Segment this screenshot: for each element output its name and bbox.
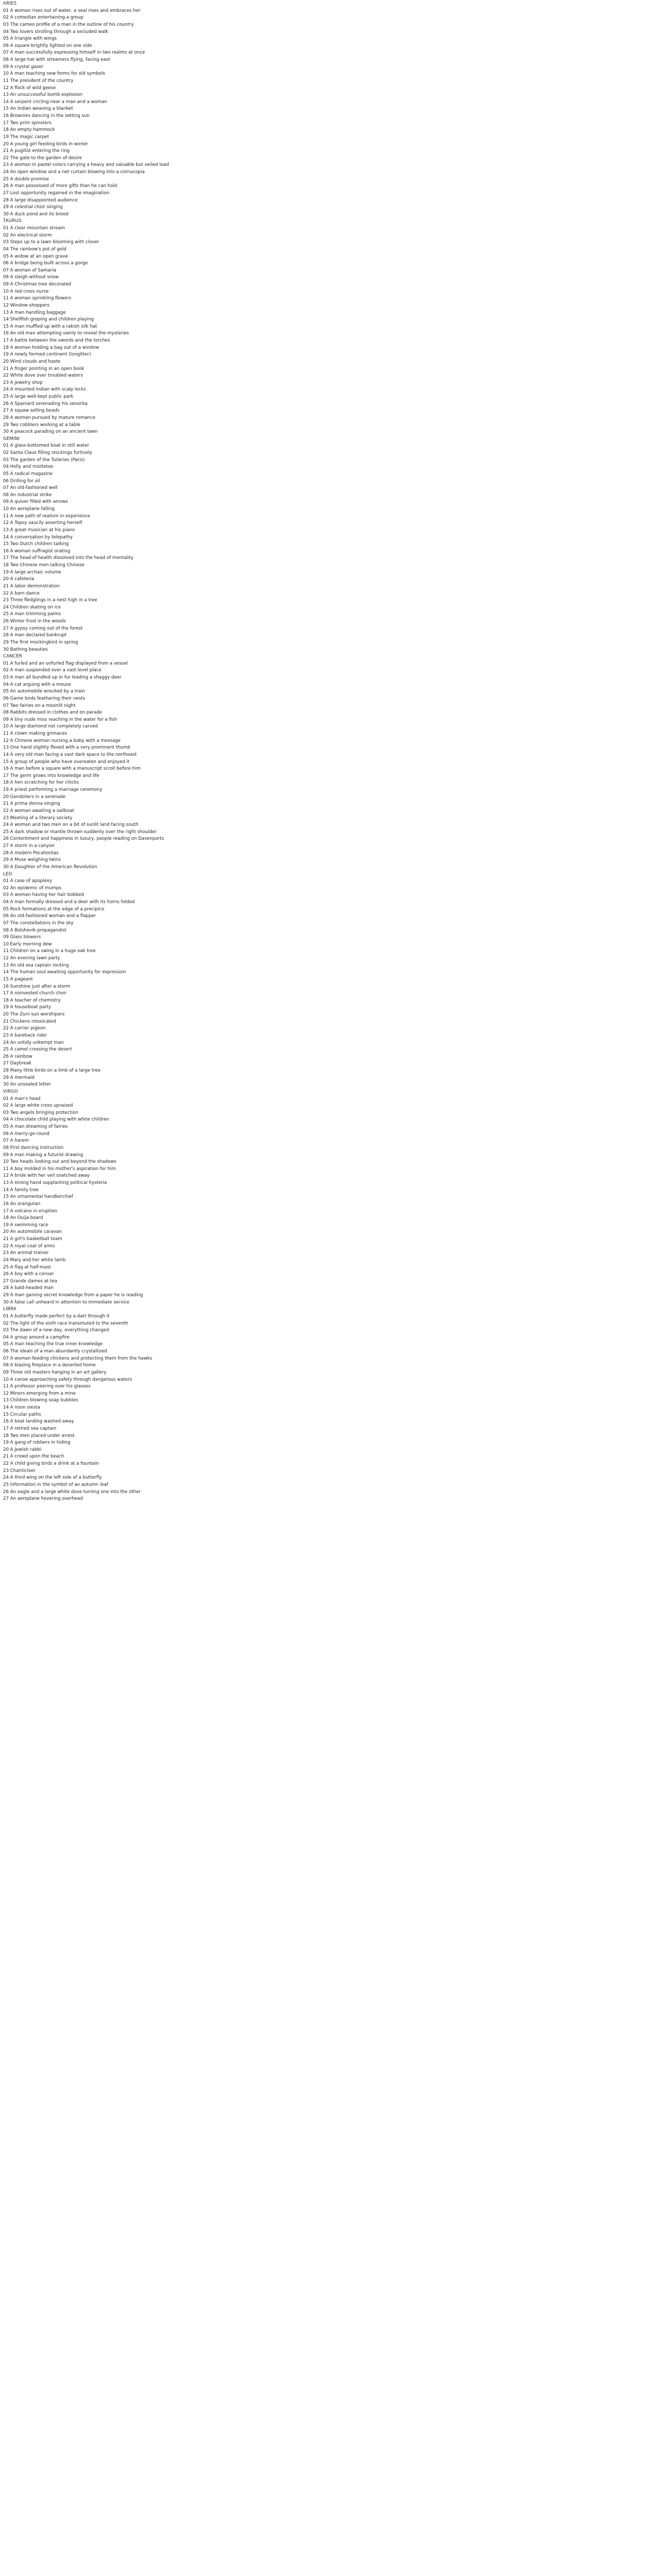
degree-entry: 21 A pugilist entering the ring [3,148,70,154]
degree-entry: 16 An old man attempting vainly to reveal the mysteries [3,331,129,336]
sign-section-leo [3,871,662,1089]
degree-entry: 04 A man formally dressed and a deer with its horns folded [3,900,135,905]
degree-entry: 02 A man suspended over a vast level place [3,668,102,673]
degree-entry: 04 The rainbow's pot of gold [3,246,67,252]
degree-entry: 07 A woman of Samaria [3,267,56,273]
degree-entry: 11 A new path of realism in experience [3,513,90,519]
degree-entry: 01 A man's head [3,1096,41,1101]
degree-entry: 05 A triangle with wings [3,36,57,42]
degree-entry: 17 A retired sea captain [3,1426,57,1431]
degree-entry: 09 Three old masters hanging in an art gallery [3,1369,107,1375]
degree-entry: 29 A mermaid [3,1075,35,1080]
sign-section-gemini [3,436,662,653]
degree-entry: 07 A harem [3,1138,29,1144]
degree-entry: 12 A bride with her veil snatched away [3,1173,90,1179]
degree-entry: 20 The Zuni sun worshipers [3,1012,65,1017]
degree-entry: 23 Three fledglings in a nest high in a tree [3,598,97,603]
degree-entry: 21 A crowd upon the beach [3,1454,64,1460]
degree-entry: 21 A girl's basketball team [3,1236,62,1242]
degree-entry: 11 A woman sprinkling flowers [3,296,72,301]
sign-section-libra [3,1306,662,1503]
degree-entry: 01 A clear mountain stream [3,226,65,231]
degree-entry: 05 Rock formations at the edge of a precipice [3,906,105,912]
degree-entry: 10 A red cross nurse [3,289,49,294]
degree-entry: 06 A square brightly lighted on one side [3,43,92,48]
degree-entry: 30 A duck pond and its brood [3,211,69,217]
degree-entry: 17 The head of health dissolved into the head of mentality [3,555,134,561]
degree-entry: 29 A Muse weighing twins [3,857,61,863]
degree-entry: 17 A battle between the swords and the torches [3,338,110,343]
degree-entry: 29 Two cobblers working at a table [3,422,80,428]
degree-entry: 24 An open window and a net curtain blowing into a cornucopia [3,170,145,175]
degree-entry: 27 Daybreak [3,1061,31,1066]
degree-entry: 18 A teacher of chemistry [3,997,61,1003]
degree-entry: 13 A great musician at his piano [3,527,75,533]
degree-entry: 07 An old-fashioned well [3,485,58,491]
degree-entry: 10 A large diamond not completely carved [3,724,98,730]
sign-heading: CANCER [3,654,22,659]
degree-entry: 03 A man all bundled up in fur leading a shaggy deer [3,675,122,680]
degree-entry: 22 A woman awaiting a sailboat [3,808,74,814]
degree-entry: 12 An evening lawn party [3,956,60,961]
degree-entry: 28 A man declared bankrupt [3,633,67,638]
degree-entry: 11 Children on a swing in a huge oak tree [3,948,96,954]
degree-entry: 13 A man handling baggage [3,310,66,315]
degree-entry: 14 A very old man facing a vast dark space to the northeast [3,752,137,757]
degree-entry: 20 A young girl feeding birds in winter [3,141,88,147]
degree-entry: 25 A large well-kept public park [3,394,74,399]
degree-entry: 10 A canoe approaching safety through dangerous waters [3,1377,133,1382]
degree-entry: 30 A peacock parading on an ancient lawn [3,429,98,435]
degree-entry: 24 A mounted Indian with scalp locks [3,387,86,393]
degree-entry: 08 An industrial strike [3,492,52,498]
degree-entry: 24 An untidy unkempt man [3,1040,64,1045]
degree-entry: 18 A woman holding a bag out of a window [3,345,100,350]
degree-entry: 13 A strong hand supplanting political hysteria [3,1180,107,1185]
degree-entry: 23 A woman in pastel colors carrying a heavy and valuable but veiled load [3,162,169,168]
degree-entry: 13 Children blowing soap bubbles [3,1398,78,1403]
degree-entry: 14 Shellfish groping and children playing [3,317,94,323]
degree-entry: 20 An automobile caravan [3,1229,62,1235]
degree-entry: 02 A large white cross upraised [3,1103,73,1109]
degree-entry: 23 A bareback rider [3,1032,47,1038]
degree-entry: 16 Sunshine just after a storm [3,984,71,989]
degree-entry: 03 Steps up to a lawn blooming with clover [3,240,100,245]
degree-entry: 17 A nonvested church choir [3,991,67,996]
degree-entry: 25 A double promise [3,176,49,182]
degree-entry: 07 The constellations in the sky [3,920,74,926]
degree-entry: 02 An electrical storm [3,232,52,238]
degree-entry: 04 Holly and mistletoe [3,464,54,470]
degree-entry: 11 A boy molded in his mother's aspiration for him [3,1166,116,1172]
degree-entry: 01 A case of apoplexy [3,878,52,884]
degree-entry: 26 An eagle and a large white dove turning one into the other [3,1489,141,1495]
degree-entry: 05 A man teaching the true inner knowledge [3,1342,103,1347]
degree-entry: 06 A bridge being built across a gorge [3,261,88,266]
degree-entry: 27 Lost opportunity regained in the imagination [3,190,110,196]
degree-entry: 19 A swimming race [3,1222,48,1228]
degree-entry: 28 A large disappointed audience [3,197,78,203]
degree-entry: 21 A prima donna singing [3,801,60,807]
degree-entry: 19 A newly formed continent (longitter) [3,352,91,358]
degree-entry: 08 A Bolshevik propagandist [3,927,67,933]
degree-entry: 16 A man before a square with a manuscript scroll before him [3,766,141,772]
degree-entry: 11 A professor peering over his glasses [3,1384,91,1389]
degree-entry: 14 The human soul awaiting opportunity for expression [3,970,126,975]
degree-entry: 25 A man trimming palms [3,612,61,617]
sign-heading: VIRGO [3,1089,18,1094]
degree-entry: 19 A priest performing a marriage ceremony [3,787,103,792]
degree-entry: 04 A group around a campfire [3,1334,70,1340]
degree-entry: 27 A gypsy coming out of the forest [3,625,83,631]
degree-entry: 11 A clown making grimaces [3,731,67,736]
degree-entry: 26 A rainbow [3,1054,32,1059]
degree-entry: 17 A volcano in eruption [3,1208,58,1214]
degree-entry: 06 A merry-go-round [3,1131,49,1137]
sign-section-aries [3,1,662,218]
degree-entry: 30 Bathing beauties [3,647,48,652]
degree-entry: 17 Two prim spinsters [3,120,52,126]
degree-entry: 24 Children skating on ice [3,604,61,610]
degree-entry: 30 A Daughter of the American Revolution [3,864,97,870]
degree-entry: 08 A sleigh without snow [3,275,59,280]
degree-entry: 22 The gate to the garden of desire [3,155,82,161]
degree-entry: 19 A large archaic volume [3,569,61,575]
degree-entry: 20 A Jewish rabbi [3,1447,42,1452]
degree-entry: 08 First dancing instruction [3,1145,64,1150]
degree-entry: 15 A man muffled up with a rakish silk hat [3,324,97,329]
degree-entry: 07 A woman feeding chickens and protecting them from the hawks [3,1355,153,1361]
sign-heading: LEO [3,871,12,877]
sign-section-virgo [3,1089,662,1306]
degree-entry: 05 A man dreaming of fairies [3,1124,68,1129]
degree-entry: 28 A bald-headed man [3,1285,54,1291]
degree-entry: 15 Circular paths [3,1412,41,1417]
degree-entry: 29 A celestial choir singing [3,205,63,210]
degree-entry: 06 Game birds feathering their nests [3,696,85,701]
degree-entry: 10 Two heads looking out and beyond the shadows [3,1159,117,1165]
degree-entry: 02 Santa Claus filling stockings furtively [3,450,92,455]
degree-entry: 26 Winter frost in the woods [3,619,66,624]
degree-entry: 09 A quiver filled with arrows [3,499,68,505]
degree-entry: 05 A radical magazine [3,471,53,477]
degree-entry: 23 An animal trainer [3,1250,49,1256]
degree-entry: 14 A conversation by telepathy [3,534,73,540]
degree-entry: 22 A royal coat of arms [3,1243,55,1249]
degree-entry: 12 Window-shoppers [3,302,50,308]
degree-entry: 08 A blazing fireplace in a deserted home [3,1363,96,1368]
degree-entry: 06 The ideals of a man abundantly crystallized [3,1349,107,1354]
sign-heading: GEMINI [3,436,20,442]
degree-entry: 19 A gang of robbers in hiding [3,1440,71,1446]
sign-section-taurus [3,218,662,435]
degree-entry: 01 A butterfly made perfect by a dart through it [3,1313,110,1319]
degree-entry: 20 Wind clouds and haste [3,359,61,364]
degree-entry: 18 An empty hammock [3,127,55,133]
degree-entry: 13 An old sea captain rocking [3,962,69,968]
sign-heading: ARIES [3,1,17,6]
degree-entry: 25 Information in the symbol of an autumn leaf [3,1482,108,1487]
degree-entry: 30 A false call unheard in attention to immediate service [3,1299,129,1305]
degree-entry: 28 A woman pursued by mature romance [3,415,95,420]
degree-entry: 05 A widow at an open grave [3,253,68,259]
degree-entry: 24 A woman and two men on a bit of sunlit land facing south [3,822,139,828]
degree-entry: 07 Two fairies on a moonlit night [3,703,76,708]
degree-entry: 29 A man gaining secret knowledge from a paper he is reading [3,1293,143,1298]
degree-entry: 12 A flock of wild geese [3,85,56,91]
degree-entry: 21 A finger pointing in an open book [3,366,85,371]
degree-entry: 02 An epidemic of mumps [3,885,61,891]
degree-entry: 16 A woman suffragist orating [3,548,71,554]
degree-entry: 12 A Chinese woman nursing a baby with a message [3,738,121,743]
degree-entry: 08 A large hat with streamers flying, facing east [3,57,110,62]
degree-entry: 08 Rabbits dressed in clothes and on parade [3,710,102,716]
degree-entry: 25 A dark shadow or mantle thrown suddenly over the right shoulder [3,829,157,835]
degree-entry: 13 One hand slightly flexed with a very prominent thumb [3,745,130,751]
degree-entry: 27 An aeroplane hovering overhead [3,1496,83,1502]
degree-entry: 26 A Spaniard serenading his senorita [3,401,88,406]
degree-entry: 21 Chickens intoxicated [3,1019,56,1024]
degree-entry: 18 An Ouija board [3,1215,43,1221]
degree-entry: 04 A cat arguing with a mouse [3,682,71,687]
degree-entry: 19 The magic carpet [3,134,49,140]
degree-entry: 27 A storm in a canyon [3,843,55,849]
degree-entry: 20 A cafeteria [3,577,35,582]
degree-entry: 27 A squaw selling beads [3,408,60,414]
sign-heading: LIBRA [3,1307,16,1312]
degree-entry: 12 Miners emerging from a mine [3,1391,76,1396]
degree-entry: 22 White dove over troubled waters [3,373,83,379]
degree-entry: 21 A labor demonstration [3,583,60,589]
sign-heading: TAURUS [3,218,22,224]
degree-entry: 14 A noon siesta [3,1405,40,1410]
degree-entry: 09 Glass blowers [3,935,41,940]
degree-entry: 01 A woman rises out of water, a seal rises and embraces her [3,8,141,13]
degree-entry: 07 A man successfully expressing himself in two realms at once [3,50,145,56]
degree-entry: 27 Grande dames at tea [3,1278,57,1284]
degree-entry: 25 A flag at half-mast [3,1264,51,1270]
degree-entry: 18 Two Chinese men talking Chinese [3,563,85,568]
degree-entry: 29 The first mockingbird in spring [3,639,78,645]
degree-entry: 23 Meeting of a literary society [3,815,73,821]
degree-entry: 02 The light of the sixth race transmuted to the seventh [3,1320,128,1326]
degree-entry: 25 A camel crossing the desert [3,1047,72,1053]
degree-entry: 15 A group of people who have overeaten and enjoyed it [3,759,130,765]
degree-entry: 04 A chocolate child playing with white children [3,1117,109,1123]
degree-entry: 11 The president of the country [3,78,74,83]
degree-entry: 18 A hen scratching for her chicks [3,780,79,786]
degree-entry: 15 An Indian weaving a blanket [3,106,73,112]
degree-entry: 14 A serpent circling near a man and a woman [3,99,107,105]
degree-entry: 13 An unsuccessful bomb explosion [3,92,82,98]
degree-entry: 23 A jewelry shop [3,380,43,385]
degree-entry: 26 A man possessed of more gifts than he can hold [3,183,118,189]
degree-entry: 03 The cameo profile of a man in the outline of his country [3,22,134,27]
degree-entry: 03 The garden of the Tuileries (Paris) [3,457,85,463]
degree-entry: 17 The germ grows into knowledge and life [3,773,100,778]
degree-entry: 10 Early morning dew [3,941,52,947]
degree-entry: 09 A Christmas tree decorated [3,282,71,287]
degree-entry: 12 A Topsy saucily asserting herself [3,520,82,526]
degree-entry: 04 Two lovers strolling through a secluded walk [3,29,108,35]
degree-entry: 22 A child giving birds a drink at a fountain [3,1461,99,1466]
degree-entry: 10 A man teaching new forms for old symbols [3,71,105,77]
degree-entry: 15 An ornamental handkerchief [3,1194,73,1200]
degree-entry: 06 An old-fashioned woman and a flapper [3,913,96,919]
degree-entry: 01 A furled and an unfurled flag displayed from a vessel [3,660,128,666]
degree-entry: 28 A modern Pocahontas [3,850,59,856]
sign-section-cancer [3,653,662,871]
degree-entry: 22 A barn dance [3,590,40,596]
degree-entry: 03 A woman having her hair bobbed [3,892,84,898]
degree-entry: 22 A carrier pigeon [3,1026,46,1031]
degree-entry: 19 A houseboat party [3,1005,51,1010]
degree-entry: 30 An unsealed letter [3,1082,51,1088]
degree-entry: 23 Chanticleer [3,1468,36,1473]
degree-entry: 03 Two angels bringing protection [3,1110,78,1115]
degree-entry: 16 A boat landing washed away [3,1419,74,1425]
degree-entry: 24 A third wing on the left side of a butterfly [3,1475,102,1481]
degree-entry: 06 Drilling for oil [3,478,40,484]
degree-entry: 16 An orangutan [3,1201,41,1207]
degree-entry: 28 Many little birds on a limb of a large tree [3,1068,101,1073]
degree-entry: 10 An aeroplane falling [3,506,55,512]
degree-entry: 26 A boy with a censer [3,1272,54,1277]
degree-entry: 26 Contentment and happiness in luxury, people reading on Davenports [3,836,164,842]
degree-entry: 14 A family tree [3,1187,39,1193]
degree-entry: 05 An automobile wrecked by a train [3,689,85,694]
degree-entry: 20 Gondoliers in a serenade [3,794,65,800]
degree-entry: 15 A pageant [3,976,33,982]
degree-entry: 24 Mary and her white lamb [3,1257,66,1263]
degree-entry: 09 A tiny nude miss reaching in the water for a fish [3,717,117,722]
degree-entry: 02 A comedian entertaining a group [3,15,84,21]
degree-entry: 18 Two men placed under arrest [3,1433,75,1438]
degree-entry: 03 The dawn of a new day, everything changed [3,1328,109,1333]
degree-entry: 01 A glass-bottomed boat in still water [3,443,89,449]
degree-entry: 15 Two Dutch children talking [3,541,69,547]
degree-entry: 09 A man making a futurist drawing [3,1152,84,1158]
degree-entry: 09 A crystal gazer [3,64,43,70]
degree-entry: 16 Brownies dancing in the setting sun [3,113,90,118]
